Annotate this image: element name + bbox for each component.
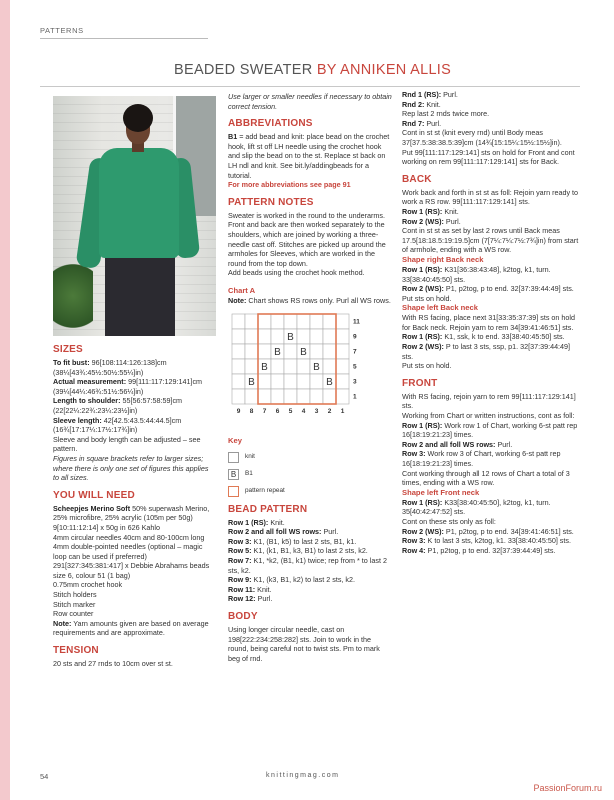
chart-cell bbox=[297, 374, 310, 389]
instruction-row: Row 12: Purl. bbox=[228, 594, 273, 604]
chart-cell bbox=[271, 389, 284, 404]
chart-column-label: 4 bbox=[301, 407, 306, 415]
instruction-row: Row 2 (WS): P1, p2tog, p to end. 32[37:39:44:49] sts. bbox=[402, 284, 574, 294]
chart-cell bbox=[310, 374, 323, 389]
chart-cell bbox=[310, 329, 323, 344]
stitch-holders: Stitch holders bbox=[53, 590, 97, 600]
front-rows bbox=[402, 392, 580, 488]
chart-cell bbox=[271, 359, 284, 374]
chart-cell bbox=[232, 344, 245, 359]
shape-right-back-heading: Shape right Back neck bbox=[402, 254, 484, 264]
abbr-b1: B1 = add bead and knit: place bead on the crochet hook, lift st off LH needle using the crochet hook and slip the bead on to the st. Replace st back on LH ndl and knit. See bit.ly/addingbeads for a tutorial. bbox=[228, 132, 390, 180]
chart-bead-mark: B bbox=[248, 376, 255, 388]
instruction-row: Put 99[111:117:129:141] sts on hold for Front and cont working on rem 99[111:117:129:141] sts for Back. bbox=[402, 147, 575, 167]
chart-cell bbox=[310, 344, 323, 359]
instruction-row: Row 7: K1, *k2, (B1, k1) twice; rep from * to last 2 sts, k2. bbox=[228, 556, 387, 575]
chart-cell bbox=[297, 329, 310, 344]
instruction-row: Row 1 (RS): Knit. bbox=[402, 206, 459, 216]
chart-cell bbox=[336, 329, 349, 344]
column-middle bbox=[228, 92, 393, 663]
front-heading: FRONT bbox=[402, 377, 438, 389]
chart-row-label: 1 bbox=[353, 393, 357, 400]
chart-column-label: 9 bbox=[236, 407, 241, 415]
chart-cell bbox=[284, 314, 297, 329]
instruction-row: Rep last 2 rnds twice more. bbox=[402, 109, 490, 119]
title-rule bbox=[40, 86, 580, 87]
header-rule bbox=[40, 38, 208, 39]
page-edge-bar bbox=[0, 0, 10, 800]
bead-pattern-heading: BEAD PATTERN bbox=[228, 503, 308, 515]
chart-a-grid bbox=[228, 310, 388, 430]
instruction-row: Row 2 and all foll WS rows: Purl. bbox=[228, 527, 339, 537]
chart-cell bbox=[284, 374, 297, 389]
body-text: Using longer circular needle, cast on 198[222:234:258:282] sts. Join to work in the round, being careful not to twist sts. Pm to mark beg of rnd. bbox=[228, 625, 380, 663]
repeat-symbol-icon bbox=[228, 486, 239, 497]
key-repeat: pattern repeat bbox=[228, 486, 393, 497]
chart-cell bbox=[245, 359, 258, 374]
green-sweater bbox=[99, 148, 179, 258]
plant bbox=[53, 256, 93, 336]
chart-cell bbox=[310, 389, 323, 404]
instruction-row: Row 1 (RS): K31[36:38:43:48], k2tog, k1, turn. 33[38:40:45:50] sts. bbox=[402, 264, 551, 284]
chart-cell bbox=[271, 329, 284, 344]
chart-row-label: 11 bbox=[353, 318, 360, 325]
back-rows bbox=[402, 188, 580, 255]
needles-dpn: 4mm double-pointed needles (optional – magic loop can be used if preferred) bbox=[53, 542, 203, 561]
instruction-row: Row 1 (RS): Knit. bbox=[228, 517, 285, 527]
chart-cell bbox=[336, 344, 349, 359]
shape-left-front-heading: Shape left Front neck bbox=[402, 487, 480, 497]
pattern-notes-text: Sweater is worked in the round to the underarms. Front and back are then worked separately to the shoulders, which are joined by working a three-needle cast off. Stitches are picked up around the armholes for Sleeves, which are worked in the round from the top down. bbox=[228, 210, 386, 268]
chart-cell bbox=[258, 314, 271, 329]
sizes-note: Sleeve and body length can be adjusted – see pattern. bbox=[53, 434, 201, 454]
chart-column-label: 3 bbox=[314, 407, 319, 415]
bead-pattern-rows bbox=[228, 518, 393, 604]
chart-cell bbox=[258, 389, 271, 404]
chart-cell bbox=[323, 329, 336, 344]
chart-bead-mark: B bbox=[261, 361, 268, 373]
pattern-title: BEADED SWEATER bbox=[174, 62, 313, 78]
section-label: PATTERNS bbox=[40, 26, 84, 35]
instruction-row: Row 1 (RS): Work row 1 of Chart, working 6-st patt rep 16[18:19:21:23] times. bbox=[402, 420, 578, 440]
instruction-row: Row 2 (WS): Purl. bbox=[402, 216, 461, 226]
chart-bead-mark: B bbox=[300, 346, 307, 358]
needles-circular: 4mm circular needles 40cm and 80-100cm long bbox=[53, 532, 205, 542]
chart-bead-mark: B bbox=[274, 346, 281, 358]
chart-cell bbox=[245, 389, 258, 404]
instruction-row: Row 11: Knit. bbox=[228, 584, 272, 594]
more-abbreviations-link[interactable]: For more abbreviations see page 91 bbox=[228, 180, 351, 190]
instruction-row: Row 4: P1, p2tog, p to end. 32[37:39:44:49] sts. bbox=[402, 545, 556, 555]
chart-note: Note: Chart shows RS rows only. Purl all WS rows. bbox=[228, 295, 391, 305]
instruction-row: With RS facing, rejoin yarn to rem 99[111:117:129:141] sts. bbox=[402, 391, 576, 411]
bead-symbol-icon: B bbox=[228, 469, 239, 480]
instruction-row: Put sts on hold. bbox=[402, 361, 452, 371]
instruction-row: Cont on these sts only as foll: bbox=[402, 516, 496, 526]
instruction-row: Row 3: K1, (B1, k5) to last 2 sts, B1, k1. bbox=[228, 536, 357, 546]
chart-cell bbox=[258, 374, 271, 389]
crochet-hook: 0.75mm crochet hook bbox=[53, 580, 123, 590]
page-number: 54 bbox=[40, 772, 49, 781]
instruction-row: Row 3: Work row 3 of Chart, working 6-st patt rep 16[18:19:21:23] times. bbox=[402, 449, 561, 468]
chart-cell bbox=[271, 374, 284, 389]
chart-cell bbox=[310, 314, 323, 329]
chart-cell bbox=[284, 344, 297, 359]
chart-cell bbox=[232, 329, 245, 344]
instruction-row: Row 1 (RS): K33[38:40:45:50], k2tog, k1, turn. 35[40:42:47:52] sts. bbox=[402, 497, 551, 517]
instruction-row: Cont in st st as set by last 2 rows until Back meas 17.5[18:18.5:19:19.5]cm (7[7¼:7¼:7½:7¾]in) from start of armhole, ending with a WS row. bbox=[402, 226, 579, 255]
chart-cell bbox=[271, 314, 284, 329]
knit-symbol-icon bbox=[228, 452, 239, 463]
chart-cell bbox=[336, 314, 349, 329]
right-back-rows bbox=[402, 265, 580, 303]
chart-a bbox=[228, 310, 393, 433]
chart-cell bbox=[245, 344, 258, 359]
row-counter: Row counter bbox=[53, 609, 94, 619]
key-heading: Key bbox=[228, 436, 242, 446]
chart-cell bbox=[336, 359, 349, 374]
chart-cell bbox=[258, 344, 271, 359]
yarn: Scheepjes Merino Soft 50% superwash Merino, 25% microfibre, 25% acrylic (105m per 50g) 9[10:11:12:14] x 50g in 626 Kahlo bbox=[53, 503, 210, 532]
pattern-notes-text2: Add beads using the crochet hook method. bbox=[228, 268, 365, 278]
column-right bbox=[402, 90, 580, 555]
chart-column-label: 5 bbox=[288, 407, 293, 415]
instruction-row: Row 9: K1, (k3, B1, k2) to last 2 sts, k2. bbox=[228, 575, 356, 585]
chart-cell bbox=[284, 359, 297, 374]
column-left bbox=[53, 344, 216, 669]
actual-measurement: Actual measurement: 99[111:117:129:141]cm (39¼[44¼:46¾:51½:56¼]in) bbox=[53, 377, 203, 396]
chart-bead-mark: B bbox=[313, 361, 320, 373]
instruction-row: Row 2 and all foll WS rows: Purl. bbox=[402, 439, 513, 449]
instruction-row: Rnd 1 (RS): Purl. bbox=[402, 90, 458, 99]
back-heading: BACK bbox=[402, 173, 432, 185]
instruction-row: Put sts on hold. bbox=[402, 293, 452, 303]
page-title bbox=[174, 62, 451, 78]
chart-cell bbox=[336, 374, 349, 389]
chart-cell bbox=[297, 359, 310, 374]
key-b1: B B1 bbox=[228, 469, 393, 480]
abbreviations-heading: ABBREVIATIONS bbox=[228, 118, 313, 130]
instruction-row: Row 5: K1, (k1, B1, k3, B1) to last 2 sts, k2. bbox=[228, 546, 368, 556]
footer-site: knittingmag.com bbox=[266, 772, 340, 779]
chart-cell bbox=[232, 389, 245, 404]
sizes-italic: Figures in square brackets refer to larger sizes; where there is only one set of figures this applies to all sizes. bbox=[53, 453, 209, 483]
model-photo bbox=[53, 96, 216, 336]
instruction-row: Row 1 (RS): K1, ssk, k to end. 33[38:40:45:50] sts. bbox=[402, 332, 565, 342]
sizes-heading: SIZES bbox=[53, 344, 83, 355]
instruction-row: Row 2 (WS): P1, p2tog, p to end. 34[39:41:46:51] sts. bbox=[402, 526, 574, 536]
chart-cell bbox=[323, 389, 336, 404]
chart-cell bbox=[284, 389, 297, 404]
chart-cell bbox=[336, 389, 349, 404]
stitch-marker: Stitch marker bbox=[53, 599, 96, 609]
chart-cell bbox=[232, 374, 245, 389]
chart-column-label: 1 bbox=[340, 407, 345, 415]
tension-intro: Use larger or smaller needles if necessary to obtain correct tension. bbox=[228, 92, 392, 111]
fit-bust: To fit bust: 96[108:114:126:138]cm (38¼[43¾:45½:50½:55¼]in) bbox=[53, 358, 167, 377]
chart-cell bbox=[258, 329, 271, 344]
chart-cell bbox=[232, 359, 245, 374]
chart-bead-mark: B bbox=[326, 376, 333, 388]
instruction-row: Rnd 7: Purl. bbox=[402, 118, 442, 128]
chart-title: Chart A bbox=[228, 285, 256, 295]
chart-cell bbox=[323, 359, 336, 374]
chart-cell bbox=[297, 389, 310, 404]
instruction-row: Row 3: K to last 3 sts, k2tog, k1. 33[38:40:45:50] sts. bbox=[402, 536, 571, 546]
tension-heading: TENSION bbox=[53, 645, 99, 657]
chart-row-label: 5 bbox=[353, 363, 357, 370]
chart-column-label: 8 bbox=[249, 407, 254, 415]
chart-row-label: 3 bbox=[353, 378, 357, 385]
instruction-row: Cont working through all 12 rows of Chart a total of 3 times, ending with a WS row. bbox=[402, 468, 570, 488]
left-back-rows bbox=[402, 313, 580, 371]
sleeve-length: Sleeve length: 42[42.5:43.5:44:44.5]cm (16¾[17:17¼:17½:17¾]in) bbox=[53, 415, 182, 435]
yarn-note: Note: Yarn amounts given are based on average requirements and are approximate. bbox=[53, 618, 209, 638]
you-will-need-heading: YOU WILL NEED bbox=[53, 489, 135, 501]
instruction-row: Rnd 2: Knit. bbox=[402, 99, 441, 109]
chart-row-label: 9 bbox=[353, 333, 357, 340]
instruction-row: Cont in st st (knit every rnd) until Body meas 37[37.5:38:38.5:39]cm (14¾[15:15¼:15½:15½]in). bbox=[402, 128, 562, 147]
watermark: PassionForum.ru bbox=[533, 783, 602, 793]
body-heading: BODY bbox=[228, 611, 258, 623]
chart-column-label: 6 bbox=[275, 407, 280, 415]
shape-left-back-heading: Shape left Back neck bbox=[402, 303, 478, 313]
chart-cell bbox=[232, 314, 245, 329]
tension-text: 20 sts and 27 rnds to 10cm over st st. bbox=[53, 659, 173, 669]
length-to-shoulder: Length to shoulder: 55[56:57:58:59]cm (22[22¼:22¾:23¼:23½]in) bbox=[53, 396, 183, 415]
chart-cell bbox=[245, 329, 258, 344]
chart-row-label: 7 bbox=[353, 348, 357, 355]
chart-column-label: 2 bbox=[327, 407, 332, 415]
chart-cell bbox=[245, 314, 258, 329]
body-rounds bbox=[402, 90, 580, 167]
chart-cell bbox=[323, 344, 336, 359]
chart-cell bbox=[323, 314, 336, 329]
instruction-row: Work back and forth in st st as foll: Rejoin yarn ready to work a RS row. 99[111:117:129:141] sts. bbox=[402, 187, 579, 207]
left-front-rows bbox=[402, 498, 580, 556]
instruction-row: Row 2 (WS): P to last 3 sts, ssp, p1. 32[37:39:44:49] sts. bbox=[402, 342, 571, 361]
pattern-author: BY ANNIKEN ALLIS bbox=[312, 62, 452, 78]
key-knit: knit bbox=[228, 452, 393, 463]
pattern-notes-heading: PATTERN NOTES bbox=[228, 196, 314, 208]
beads: 291[327:345:381:417] x Debbie Abrahams beads size 6, colour 51 (1 bag) bbox=[53, 561, 210, 580]
chart-bead-mark: B bbox=[287, 331, 294, 343]
chart-cell bbox=[297, 314, 310, 329]
instruction-row: Working from Chart or written instructions, cont as foll: bbox=[402, 411, 575, 421]
chart-column-label: 7 bbox=[262, 407, 267, 415]
instruction-row: With RS facing, place next 31[33:35:37:39] sts on hold for Back neck. Rejoin yarn to rem 34[39:41:46:51] sts. bbox=[402, 313, 576, 332]
